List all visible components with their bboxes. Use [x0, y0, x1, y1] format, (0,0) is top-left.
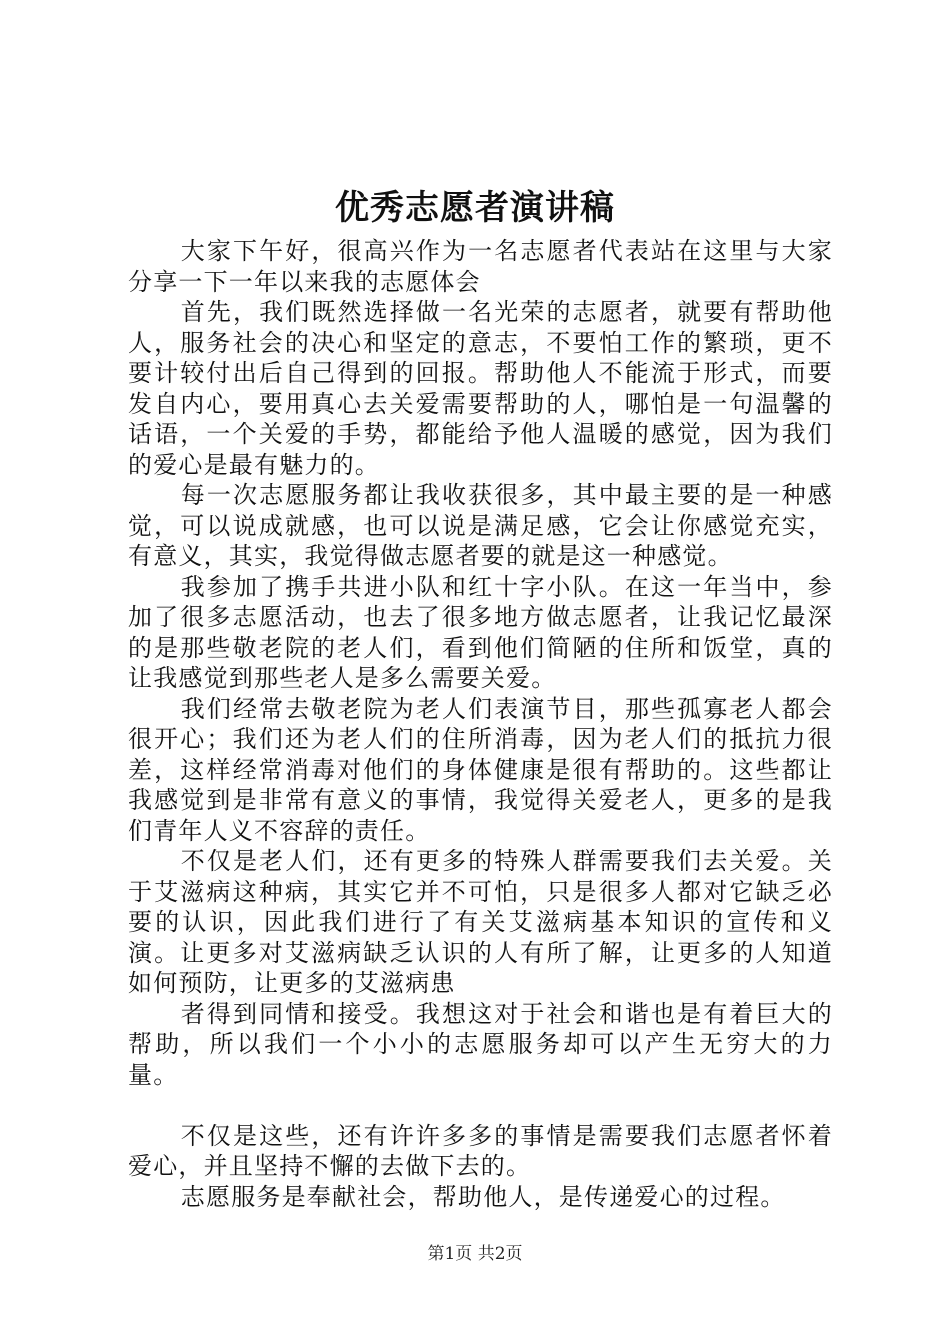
paragraph-teams: 我参加了携手共进小队和红十字小队。在这一年当中，参加了很多志愿活动，也去了很多地方做志愿者，让我记忆最深的是那些敬老院的老人们，看到他们简陋的住所和饭堂，真的让我感觉到那些老人是多么需要关爱。 [128, 572, 833, 692]
paragraph-greeting: 大家下午好，很高兴作为一名志愿者代表站在这里与大家分享一下一年以来我的志愿体会 [128, 237, 833, 296]
blank-line [128, 1090, 833, 1121]
paragraph-elderly: 我们经常去敬老院为老人们表演节目，那些孤寡老人都会很开心；我们还为老人们的住所消毒，因为老人们的抵抗力很差，这样经常消毒对他们的身体健康是很有帮助的。这些都让我感觉到是非常有意义的事情，我觉得关爱老人，更多的是我们青年人义不容辞的责任。 [128, 694, 833, 845]
paragraph-closing: 志愿服务是奉献社会，帮助他人，是传递爱心的过程。 [180, 1182, 786, 1211]
page-footer: 第1页 共2页 [427, 1244, 523, 1264]
paragraph-more: 不仅是这些，还有许许多多的事情是需要我们志愿者怀着爱心，并且坚持不懈的去做下去的。 [128, 1121, 833, 1180]
page-title: 优秀志愿者演讲稿 [335, 188, 615, 228]
paragraph-feeling: 每一次志愿服务都让我收获很多，其中最主要的是一种感觉，可以说成就感，也可以说是满足感，它会让你感觉充实，有意义，其实，我觉得做志愿者要的就是这一种感觉。 [128, 481, 833, 570]
document-body [128, 236, 833, 1212]
paragraph-harmony: 者得到同情和接受。我想这对于社会和谐也是有着巨大的帮助，所以我们一个小小的志愿服务却可以产生无穷大的力量。 [128, 999, 833, 1089]
paragraph-first: 首先，我们既然选择做一名光荣的志愿者，就要有帮助他人，服务社会的决心和坚定的意志，不要怕工作的繁琐，更不要计较付出后自己得到的回报。帮助他人不能流于形式，而要发自内心，要用真心去关爱需要帮助的人，哪怕是一句温馨的话语，一个关爱的手势，都能给予他人温暖的感觉，因为我们的爱心是最有魅力的。 [128, 298, 833, 479]
paragraph-aids: 不仅是老人们，还有更多的特殊人群需要我们去关爱。关于艾滋病这种病，其实它并不可怕，只是很多人都对它缺乏必要的认识，因此我们进行了有关艾滋病基本知识的宣传和义演。让更多对艾滋病缺乏认识的人有所了解，让更多的人知道如何预防，让更多的艾滋病患 [128, 847, 833, 997]
